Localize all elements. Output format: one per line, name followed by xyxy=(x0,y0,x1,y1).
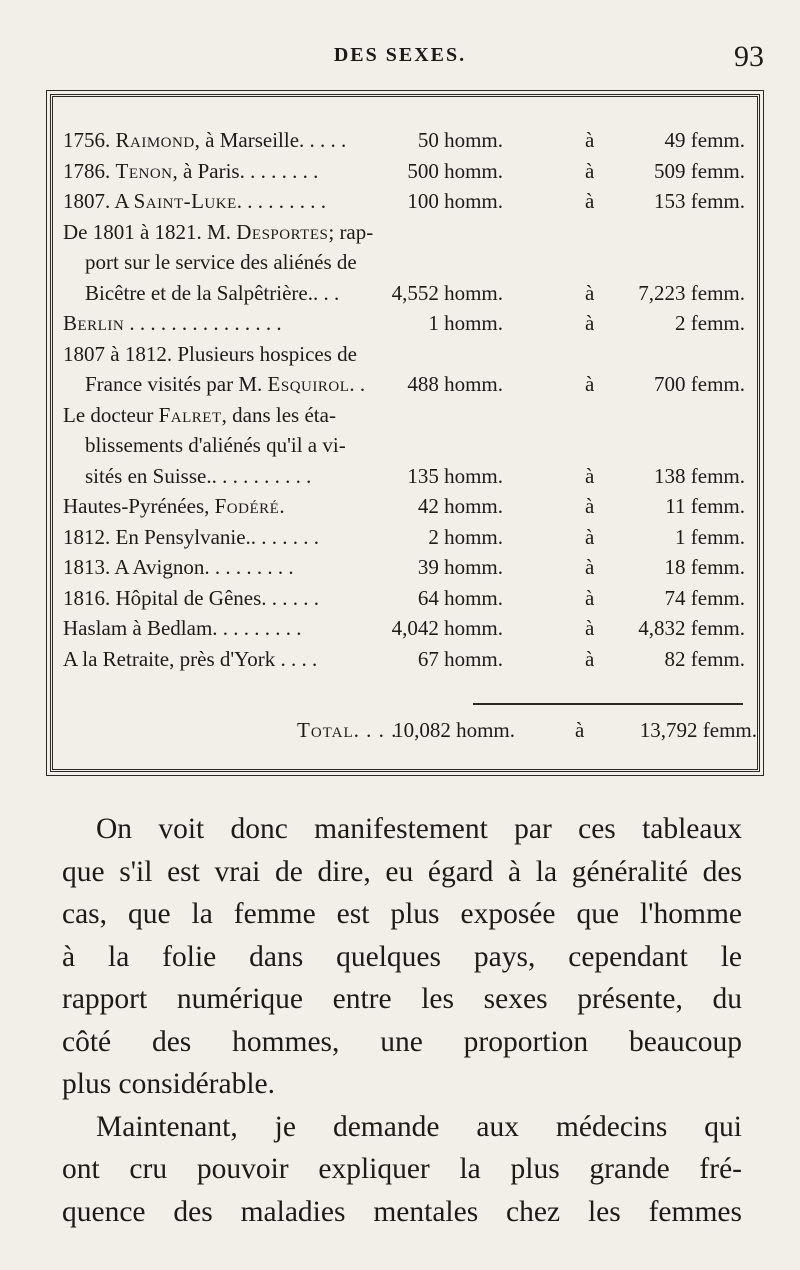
row-women-count: 153 femm. xyxy=(654,189,745,213)
row-author-name: Raimond xyxy=(115,128,195,152)
row-label xyxy=(63,522,319,552)
row-label-rest: , dans les éta- xyxy=(221,402,336,427)
row-label xyxy=(85,278,339,308)
text-line: côté des hommes, une proportion beaucoup xyxy=(62,1025,742,1058)
table-row xyxy=(63,644,745,675)
table-row xyxy=(63,583,745,614)
table-row xyxy=(63,552,745,583)
row-women-count: 74 femm. xyxy=(664,585,745,610)
row-label-text: Hautes-Pyrénées, xyxy=(63,494,215,518)
row-men-count: 135 homm. xyxy=(407,463,503,488)
row-label xyxy=(63,339,357,369)
row-label xyxy=(63,583,319,613)
row-conjunction: à xyxy=(585,463,595,488)
row-men-count: 42 homm. xyxy=(417,494,503,518)
row-conjunction: à xyxy=(585,524,595,549)
text-line: quence des maladies mentales chez les femmes xyxy=(62,1195,742,1228)
row-label-text: 1807. A xyxy=(63,189,134,213)
text-line: rapport numérique entre les sexes présente, du xyxy=(62,983,742,1015)
row-women-count: 11 femm. xyxy=(665,494,745,518)
table-body xyxy=(63,125,745,674)
row-label xyxy=(85,247,357,277)
row-men-count: 488 homm. xyxy=(407,372,503,396)
table-row xyxy=(63,278,745,309)
total-rule xyxy=(473,703,743,705)
row-women-count: 2 femm. xyxy=(675,311,745,335)
row-label xyxy=(63,125,346,155)
row-conjunction: à xyxy=(585,158,595,183)
row-label xyxy=(63,186,326,216)
row-author-name: Esquirol xyxy=(267,372,350,396)
row-conjunction: à xyxy=(585,555,595,579)
row-women-count: 700 femm. xyxy=(654,372,745,396)
row-label xyxy=(63,613,302,643)
table-row xyxy=(63,613,745,644)
row-men-count: 1 homm. xyxy=(428,311,503,335)
page-number: 93 xyxy=(734,40,764,73)
text-line: ont cru pouvoir expliquer la plus grande fré- xyxy=(62,1153,742,1185)
row-conjunction: à xyxy=(585,128,595,152)
row-label-text: 1812. En Pensylvanie.. . . . . . . xyxy=(63,524,320,549)
row-men-count: 4,552 homm. xyxy=(391,280,503,305)
table-row xyxy=(63,308,745,339)
text-line: que s'il est vrai de dire, eu égard à la généralité des xyxy=(62,855,742,888)
row-men-count: 2 homm. xyxy=(428,524,503,549)
row-conjunction: à xyxy=(585,311,595,335)
paragraph-1 xyxy=(62,808,742,1106)
row-men-count: 500 homm. xyxy=(407,158,503,183)
total-label: Total. . . . xyxy=(297,718,398,742)
table-row xyxy=(63,522,745,553)
row-label-text: 1816. Hôpital de Gênes. . . . . . xyxy=(63,585,320,610)
table-row xyxy=(63,125,745,156)
row-author-name: Tenon xyxy=(115,158,173,183)
row-women-count: 18 femm. xyxy=(664,555,745,579)
row-men-count: 39 homm. xyxy=(417,555,503,579)
table-row xyxy=(63,369,745,400)
row-label-rest: . xyxy=(279,494,285,518)
row-conjunction: à xyxy=(585,372,595,396)
row-label xyxy=(63,552,294,582)
row-label-text: port sur le service des aliénés de xyxy=(85,250,357,274)
row-label-text: 1807 à 1812. Plusieurs hospices de xyxy=(63,341,357,366)
text-line: à la folie dans quelques pays, cependant le xyxy=(62,940,742,973)
row-conjunction: à xyxy=(585,494,595,518)
row-author-name: Saint-Luke xyxy=(133,189,237,213)
row-label xyxy=(63,156,318,186)
row-women-count: 509 femm. xyxy=(654,158,745,183)
text-line: On voit donc manifestement par ces tableaux xyxy=(96,813,742,845)
row-label-rest: . . xyxy=(349,372,366,396)
row-conjunction: à xyxy=(585,616,595,640)
row-women-count: 138 femm. xyxy=(654,463,745,488)
table-row xyxy=(63,156,745,187)
table-row xyxy=(63,217,745,248)
row-conjunction: à xyxy=(585,646,595,671)
row-women-count: 82 femm. xyxy=(664,646,745,671)
row-label xyxy=(85,369,365,399)
row-label xyxy=(63,644,317,674)
row-label xyxy=(85,430,346,460)
row-men-count: 67 homm. xyxy=(417,646,503,671)
row-conjunction: à xyxy=(585,280,595,305)
table-row xyxy=(63,400,745,431)
row-label xyxy=(85,461,311,491)
statistics-table xyxy=(50,94,760,772)
row-label-text: De 1801 à 1821. M. xyxy=(63,219,237,244)
total-women: 13,792 femm. xyxy=(639,718,757,742)
table-row xyxy=(63,247,745,278)
row-men-count: 100 homm. xyxy=(407,189,503,213)
table-row xyxy=(63,461,745,492)
row-women-count: 7,223 femm. xyxy=(638,280,745,305)
row-label-text: Le docteur xyxy=(63,402,159,427)
row-label-rest: , à Paris. . . . . . . . xyxy=(172,158,319,183)
row-label-text: France visités par M. xyxy=(85,372,268,396)
running-head xyxy=(0,40,800,80)
row-author-name: Fodéré xyxy=(214,494,280,518)
total-men: 10,082 homm. xyxy=(393,718,515,742)
table-row xyxy=(63,430,745,461)
row-label xyxy=(63,308,282,338)
row-label-rest: , à Marseille. . . . . xyxy=(194,128,347,152)
row-label-text: sités en Suisse.. . . . . . . . . . xyxy=(85,463,312,488)
body-text xyxy=(62,808,742,1233)
row-women-count: 1 femm. xyxy=(675,524,745,549)
row-label-text: Bicêtre et de la Salpêtrière.. . . xyxy=(85,280,340,305)
text-line: plus considérable. xyxy=(62,1068,275,1100)
row-label xyxy=(63,491,285,521)
row-men-count: 50 homm. xyxy=(417,128,503,152)
row-women-count: 4,832 femm. xyxy=(638,616,745,640)
row-men-count: 4,042 homm. xyxy=(391,616,503,640)
table-row xyxy=(63,186,745,217)
table-row xyxy=(63,339,745,370)
total-conj: à xyxy=(575,718,585,742)
running-title: DES SEXES. xyxy=(333,44,467,66)
row-label xyxy=(63,217,373,247)
row-author-name: Desportes xyxy=(236,219,329,244)
row-label-text: blissements d'aliénés qu'il a vi- xyxy=(85,433,346,457)
row-label-rest: ; rap- xyxy=(328,219,374,244)
row-label-text: 1756. xyxy=(63,128,116,152)
row-author-name: Berlin xyxy=(63,311,125,335)
table-row xyxy=(63,491,745,522)
row-conjunction: à xyxy=(585,585,595,610)
total-row xyxy=(53,715,757,745)
row-women-count: 49 femm. xyxy=(664,128,745,152)
row-label-rest: . . . . . . . . . xyxy=(236,189,327,213)
row-label-text: 1786. xyxy=(63,158,116,183)
text-line: Maintenant, je demande aux médecins qui xyxy=(96,1110,742,1143)
row-label-text: 1813. A Avignon. . . . . . . . . xyxy=(63,555,294,579)
row-author-name: Falret xyxy=(158,402,222,427)
row-label-text: Haslam à Bedlam. . . . . . . . . xyxy=(63,616,302,640)
row-label-text: A la Retraite, près d'York . . . . xyxy=(63,646,318,671)
text-line: cas, que la femme est plus exposée que l'homme xyxy=(62,898,742,930)
row-men-count: 64 homm. xyxy=(417,585,503,610)
row-label-rest: . . . . . . . . . . . . . . . xyxy=(124,311,282,335)
row-conjunction: à xyxy=(585,189,595,213)
paragraph-2 xyxy=(62,1106,742,1234)
row-label xyxy=(63,400,336,430)
